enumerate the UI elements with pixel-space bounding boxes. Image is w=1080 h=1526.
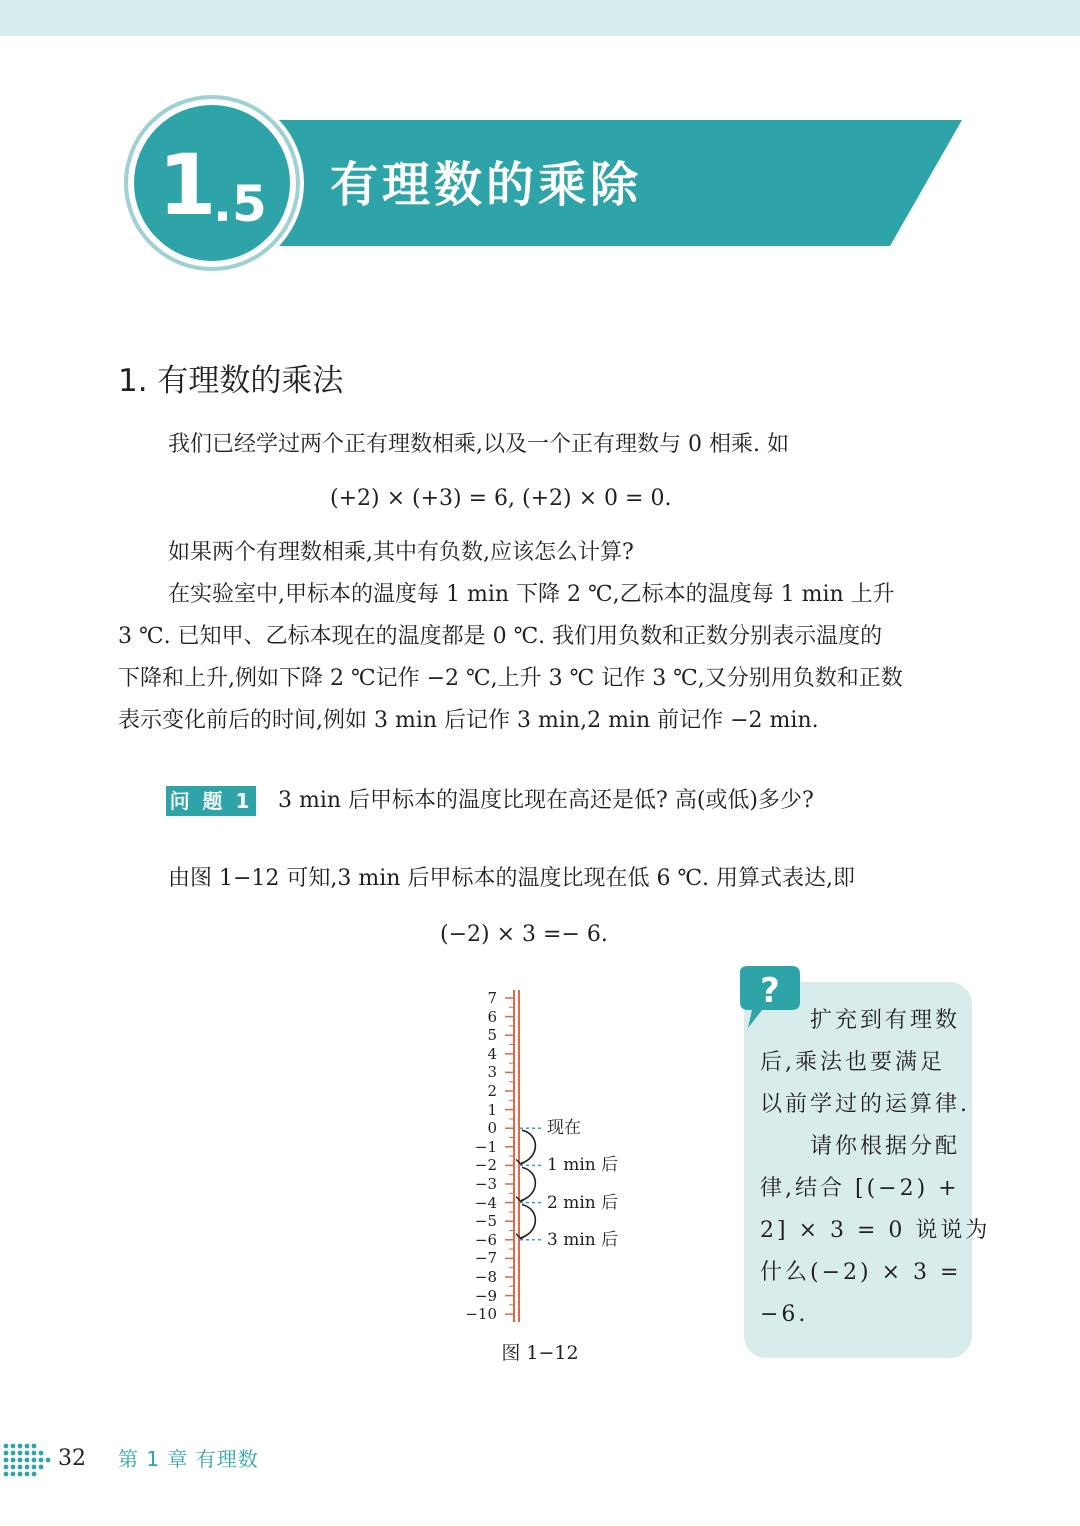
question-badge: 问 题 1 bbox=[166, 786, 256, 816]
paragraph-1: 我们已经学过两个正有理数相乘,以及一个正有理数与 0 相乘. 如 bbox=[168, 432, 789, 457]
section-number-major: 1 bbox=[158, 136, 217, 234]
paragraph-3-line-4: 表示变化前后的时间,例如 3 min 后记作 3 min,2 min 前记作 −2 min. bbox=[118, 708, 819, 733]
tick-label: 3 bbox=[487, 1063, 497, 1082]
note-line-6: 2] × 3 = 0 说说为 bbox=[760, 1218, 991, 1243]
note-line-8: −6. bbox=[760, 1302, 809, 1327]
note-line-1: 扩充到有理数 bbox=[810, 1008, 961, 1033]
paragraph-2: 如果两个有理数相乘,其中有负数,应该怎么计算? bbox=[168, 540, 634, 565]
tick-label: 6 bbox=[487, 1007, 497, 1026]
tick-label: −9 bbox=[474, 1286, 497, 1305]
question-bubble-icon bbox=[728, 962, 808, 1042]
tick-label: 1 bbox=[487, 1100, 497, 1119]
tick-label: 0 bbox=[487, 1119, 497, 1138]
leader-lines bbox=[520, 1128, 544, 1240]
section-title: 有理数的乘除 bbox=[330, 157, 643, 213]
formula-1: (+2) × (+3) = 6, (+2) × 0 = 0. bbox=[330, 486, 672, 511]
step-arc bbox=[521, 1130, 535, 1163]
note-line-5: 律,结合 [(−2) + bbox=[760, 1176, 960, 1201]
subsection-title: 1. 有理数的乘法 bbox=[118, 363, 344, 399]
step-arrowhead bbox=[516, 1197, 527, 1202]
mark-label: 3 min 后 bbox=[547, 1229, 619, 1250]
step-arcs bbox=[516, 1130, 535, 1239]
note-line-7: 什么(−2) × 3 = bbox=[760, 1260, 962, 1285]
tick-label: 4 bbox=[487, 1044, 497, 1063]
paragraph-4: 由图 1−12 可知,3 min 后甲标本的温度比现在低 6 ℃. 用算式表达,即 bbox=[168, 866, 856, 891]
dot-grid-icon bbox=[2, 1440, 52, 1480]
formula-2: (−2) × 3 =− 6. bbox=[440, 922, 608, 947]
tick-label: −1 bbox=[474, 1137, 497, 1156]
tick-label: 5 bbox=[487, 1026, 497, 1045]
tick-label: 7 bbox=[487, 989, 497, 1007]
chapter-label: 第 1 章 有理数 bbox=[118, 1447, 259, 1471]
tick-label: −4 bbox=[474, 1193, 497, 1212]
step-arc bbox=[521, 1167, 535, 1200]
step-arrowhead bbox=[516, 1234, 527, 1239]
section-number bbox=[158, 130, 268, 240]
tick-label: −8 bbox=[474, 1268, 497, 1286]
step-arc bbox=[521, 1205, 535, 1238]
page-number: 32 bbox=[58, 1446, 86, 1471]
tick-label: −10 bbox=[465, 1305, 497, 1324]
note-line-3: 以前学过的运算律. bbox=[760, 1092, 970, 1117]
tick-label: −3 bbox=[474, 1175, 497, 1193]
note-line-2: 后,乘法也要满足 bbox=[760, 1050, 945, 1075]
tick-label: 2 bbox=[487, 1082, 497, 1100]
mark-label: 1 min 后 bbox=[547, 1155, 619, 1176]
tick-label: −7 bbox=[474, 1249, 497, 1268]
thermometer-ticks bbox=[505, 998, 514, 1314]
mark-label: 2 min 后 bbox=[547, 1192, 619, 1213]
tick-label: −2 bbox=[474, 1156, 497, 1175]
question-text: 3 min 后甲标本的温度比现在高还是低? 高(或低)多少? bbox=[278, 788, 814, 813]
mark-label: 现在 bbox=[547, 1118, 581, 1139]
paragraph-3-line-3: 下降和上升,例如下降 2 ℃记作 −2 ℃,上升 3 ℃ 记作 3 ℃,又分别用负数和正数 bbox=[118, 666, 903, 691]
step-arrowhead bbox=[516, 1159, 527, 1164]
section-number-minor: .5 bbox=[213, 175, 267, 233]
tick-label: −6 bbox=[474, 1230, 497, 1249]
svg-text:?: ? bbox=[760, 971, 780, 1011]
paragraph-3-line-2: 3 ℃. 已知甲、乙标本现在的温度都是 0 ℃. 我们用负数和正数分别表示温度的 bbox=[118, 624, 883, 649]
paragraph-3-line-1: 在实验室中,甲标本的温度每 1 min 下降 2 ℃,乙标本的温度每 1 min 上升 bbox=[168, 582, 895, 607]
note-line-4: 请你根据分配 bbox=[810, 1134, 961, 1159]
figure-caption: 图 1−12 bbox=[501, 1342, 579, 1364]
tick-label: −5 bbox=[474, 1212, 497, 1231]
